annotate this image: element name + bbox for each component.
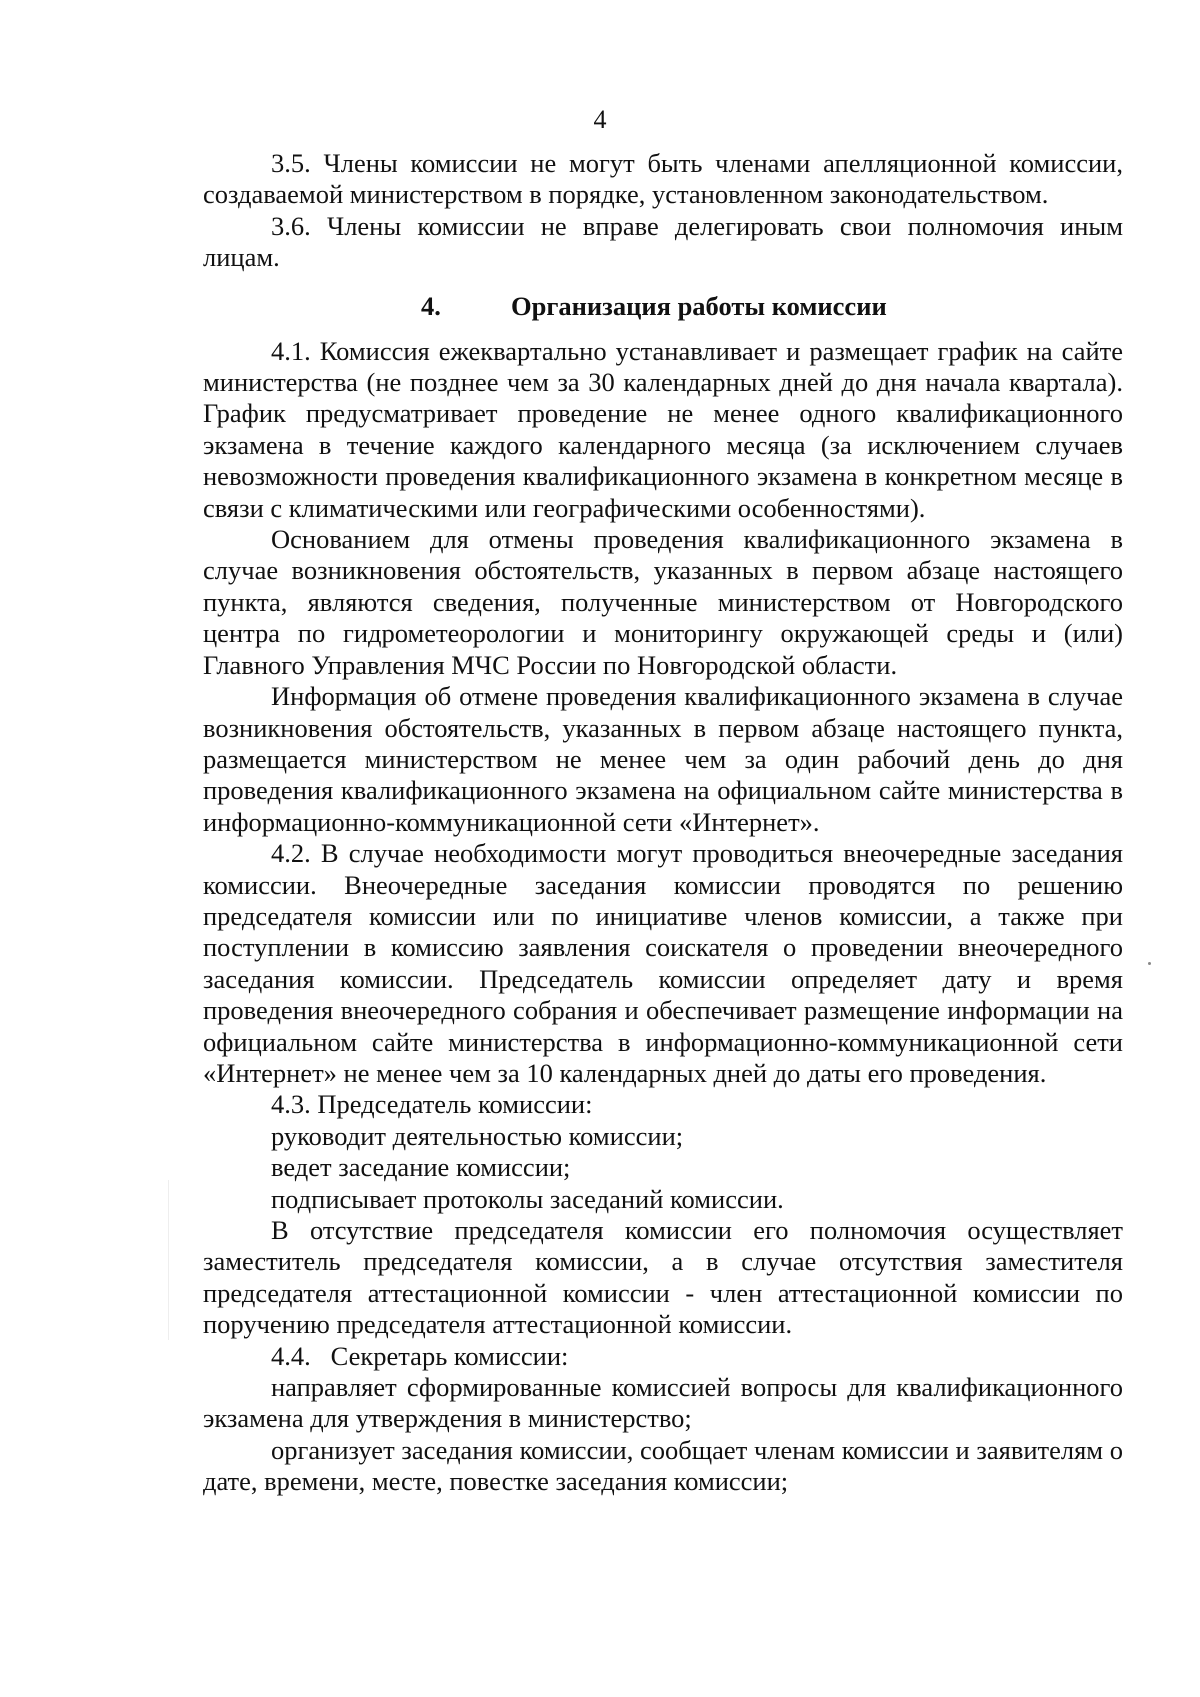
- section-number: 4.: [421, 290, 441, 321]
- paragraph-3-6: 3.6. Члены комиссии не вправе делегировать свои полномочия иным лицам.: [203, 210, 1123, 273]
- secretary-heading: 4.4. Секретарь комиссии:: [271, 1340, 569, 1371]
- scan-artifact-dot: [1148, 962, 1151, 965]
- paragraph-3-5: 3.5. Члены комиссии не могут быть членами апелляционной комиссии, создаваемой министерством в порядке, установленном законодательством.: [203, 148, 1123, 210]
- paragraph-4-2: 4.2. В случае необходимости могут проводиться внеочередные заседания комиссии. Внеочередные заседания комиссии проводятся по решению председателя комиссии или по инициативе членов комиссии, а также при поступлении в комиссию заявления соискателя о проведении внеочередного заседания комиссии. Председатель комиссии определяет дату и время проведения внеочередного собрания и обеспечивает размещение информации на официальном сайте министерства в информационно-коммуникационной сети «Интернет» не менее чем за 10 календарных дней до даты его проведения.: [203, 838, 1123, 1088]
- page-number: 4: [593, 105, 607, 134]
- scan-artifact-line: [168, 1180, 169, 1340]
- chair-duty: подписывает протоколы заседаний комиссии.: [271, 1183, 784, 1214]
- paragraph-cancellation-info: Информация об отмене проведения квалификационного экзамена в случае возникновения обстоятельств, указанных в первом абзаце настоящего пункта, размещается министерством не менее чем за один рабочий день до дня проведения квалификационного экзамена на официальном сайте министерства в информационно-коммуникационной сети «Интернет».: [203, 681, 1123, 837]
- chair-heading: 4.3. Председатель комиссии:: [271, 1089, 593, 1120]
- secretary-duty: направляет сформированные комиссией вопросы для квалификационного экзамена для утверждения в министерство;: [203, 1372, 1123, 1434]
- chair-absence-paragraph: В отсутствие председателя комиссии его полномочия осуществляет заместитель председателя комиссии, а в случае отсутствия заместителя председателя аттестационной комиссии - член аттестационной комиссии по поручению председателя аттестационной комиссии.: [203, 1215, 1123, 1340]
- document-body: [203, 148, 1123, 1498]
- paragraph-4-1: 4.1. Комиссия ежеквартально устанавливает и размещает график на сайте министерства (не позднее чем за 30 календарных дней до дня начала квартала). График предусматривает проведение не менее одного квалификационного экзамена в течение каждого календарного месяца (за исключением случаев невозможности проведения квалификационного экзамена в конкретном месяце в связи с климатическими или географическими особенностями).: [203, 335, 1123, 523]
- section-title: Организация работы комиссии: [511, 290, 887, 321]
- secretary-duty: организует заседания комиссии, сообщает членам комиссии и заявителям о дате, времени, месте, повестке заседания комиссии;: [203, 1434, 1123, 1497]
- chair-duty: руководит деятельностью комиссии;: [271, 1120, 684, 1151]
- paragraph-cancellation-basis: Основанием для отмены проведения квалификационного экзамена в случае возникновения обстоятельств, указанных в первом абзаце настоящего пункта, являются сведения, полученные министерством от Новгородского центра по гидрометеорологии и мониторингу окружающей среды и (или) Главного Управления МЧС России по Новгородской области.: [203, 524, 1123, 680]
- section-heading: [203, 290, 1123, 322]
- chair-duty: ведет заседание комиссии;: [271, 1152, 571, 1183]
